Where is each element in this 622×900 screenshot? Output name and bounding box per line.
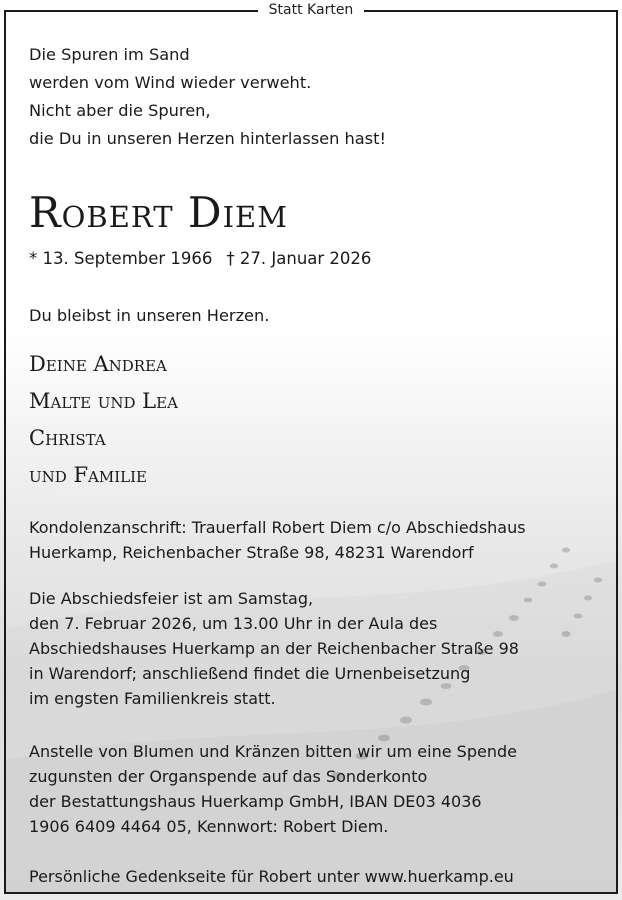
memorial-page-info [29, 864, 514, 889]
donation-line: zugunsten der Organspende auf das Sonderkonto [29, 767, 428, 786]
ceremony-info [29, 586, 519, 711]
family-member: Christa [29, 426, 106, 450]
life-dates [29, 247, 371, 271]
death-date: † 27. Januar 2026 [226, 249, 372, 268]
condolence-address [29, 515, 526, 565]
donation-line: 1906 6409 4464 05, Kennwort: Robert Diem. [29, 817, 389, 836]
deceased-name: Robert Diem [29, 188, 288, 237]
poem-line: die Du in unseren Herzen hinterlassen hast! [29, 129, 386, 148]
family-member: und Familie [29, 463, 147, 487]
ceremony-line: im engsten Familienkreis statt. [29, 689, 276, 708]
donation-line: Anstelle von Blumen und Kränzen bitten wir um eine Spende [29, 742, 517, 761]
ceremony-line: den 7. Februar 2026, um 13.00 Uhr in der Aula des [29, 614, 438, 633]
poem-line: werden vom Wind wieder verweht. [29, 73, 312, 92]
ceremony-line: Abschiedshauses Huerkamp an der Reichenbacher Straße 98 [29, 639, 519, 658]
statt-karten-label: Statt Karten [258, 2, 365, 18]
family-signatures [29, 346, 178, 494]
condolence-line: Kondolenzanschrift: Trauerfall Robert Diem c/o Abschiedshaus [29, 518, 526, 537]
family-member: Deine Andrea [29, 352, 167, 376]
family-member: Malte und Lea [29, 389, 178, 413]
poem [29, 41, 386, 153]
birth-date: * 13. September 1966 [29, 249, 213, 268]
donation-info [29, 739, 517, 839]
poem-line: Die Spuren im Sand [29, 45, 190, 64]
ceremony-line: Die Abschiedsfeier ist am Samstag, [29, 589, 314, 608]
condolence-line: Huerkamp, Reichenbacher Straße 98, 48231 Warendorf [29, 543, 474, 562]
motto: Du bleibst in unseren Herzen. [29, 306, 270, 325]
donation-line: der Bestattungshaus Huerkamp GmbH, IBAN DE03 4036 [29, 792, 482, 811]
ceremony-line: in Warendorf; anschließend findet die Urnenbeisetzung [29, 664, 471, 683]
poem-line: Nicht aber die Spuren, [29, 101, 211, 120]
header-label [0, 1, 622, 19]
memorial-line: Persönliche Gedenkseite für Robert unter www.huerkamp.eu [29, 867, 514, 886]
